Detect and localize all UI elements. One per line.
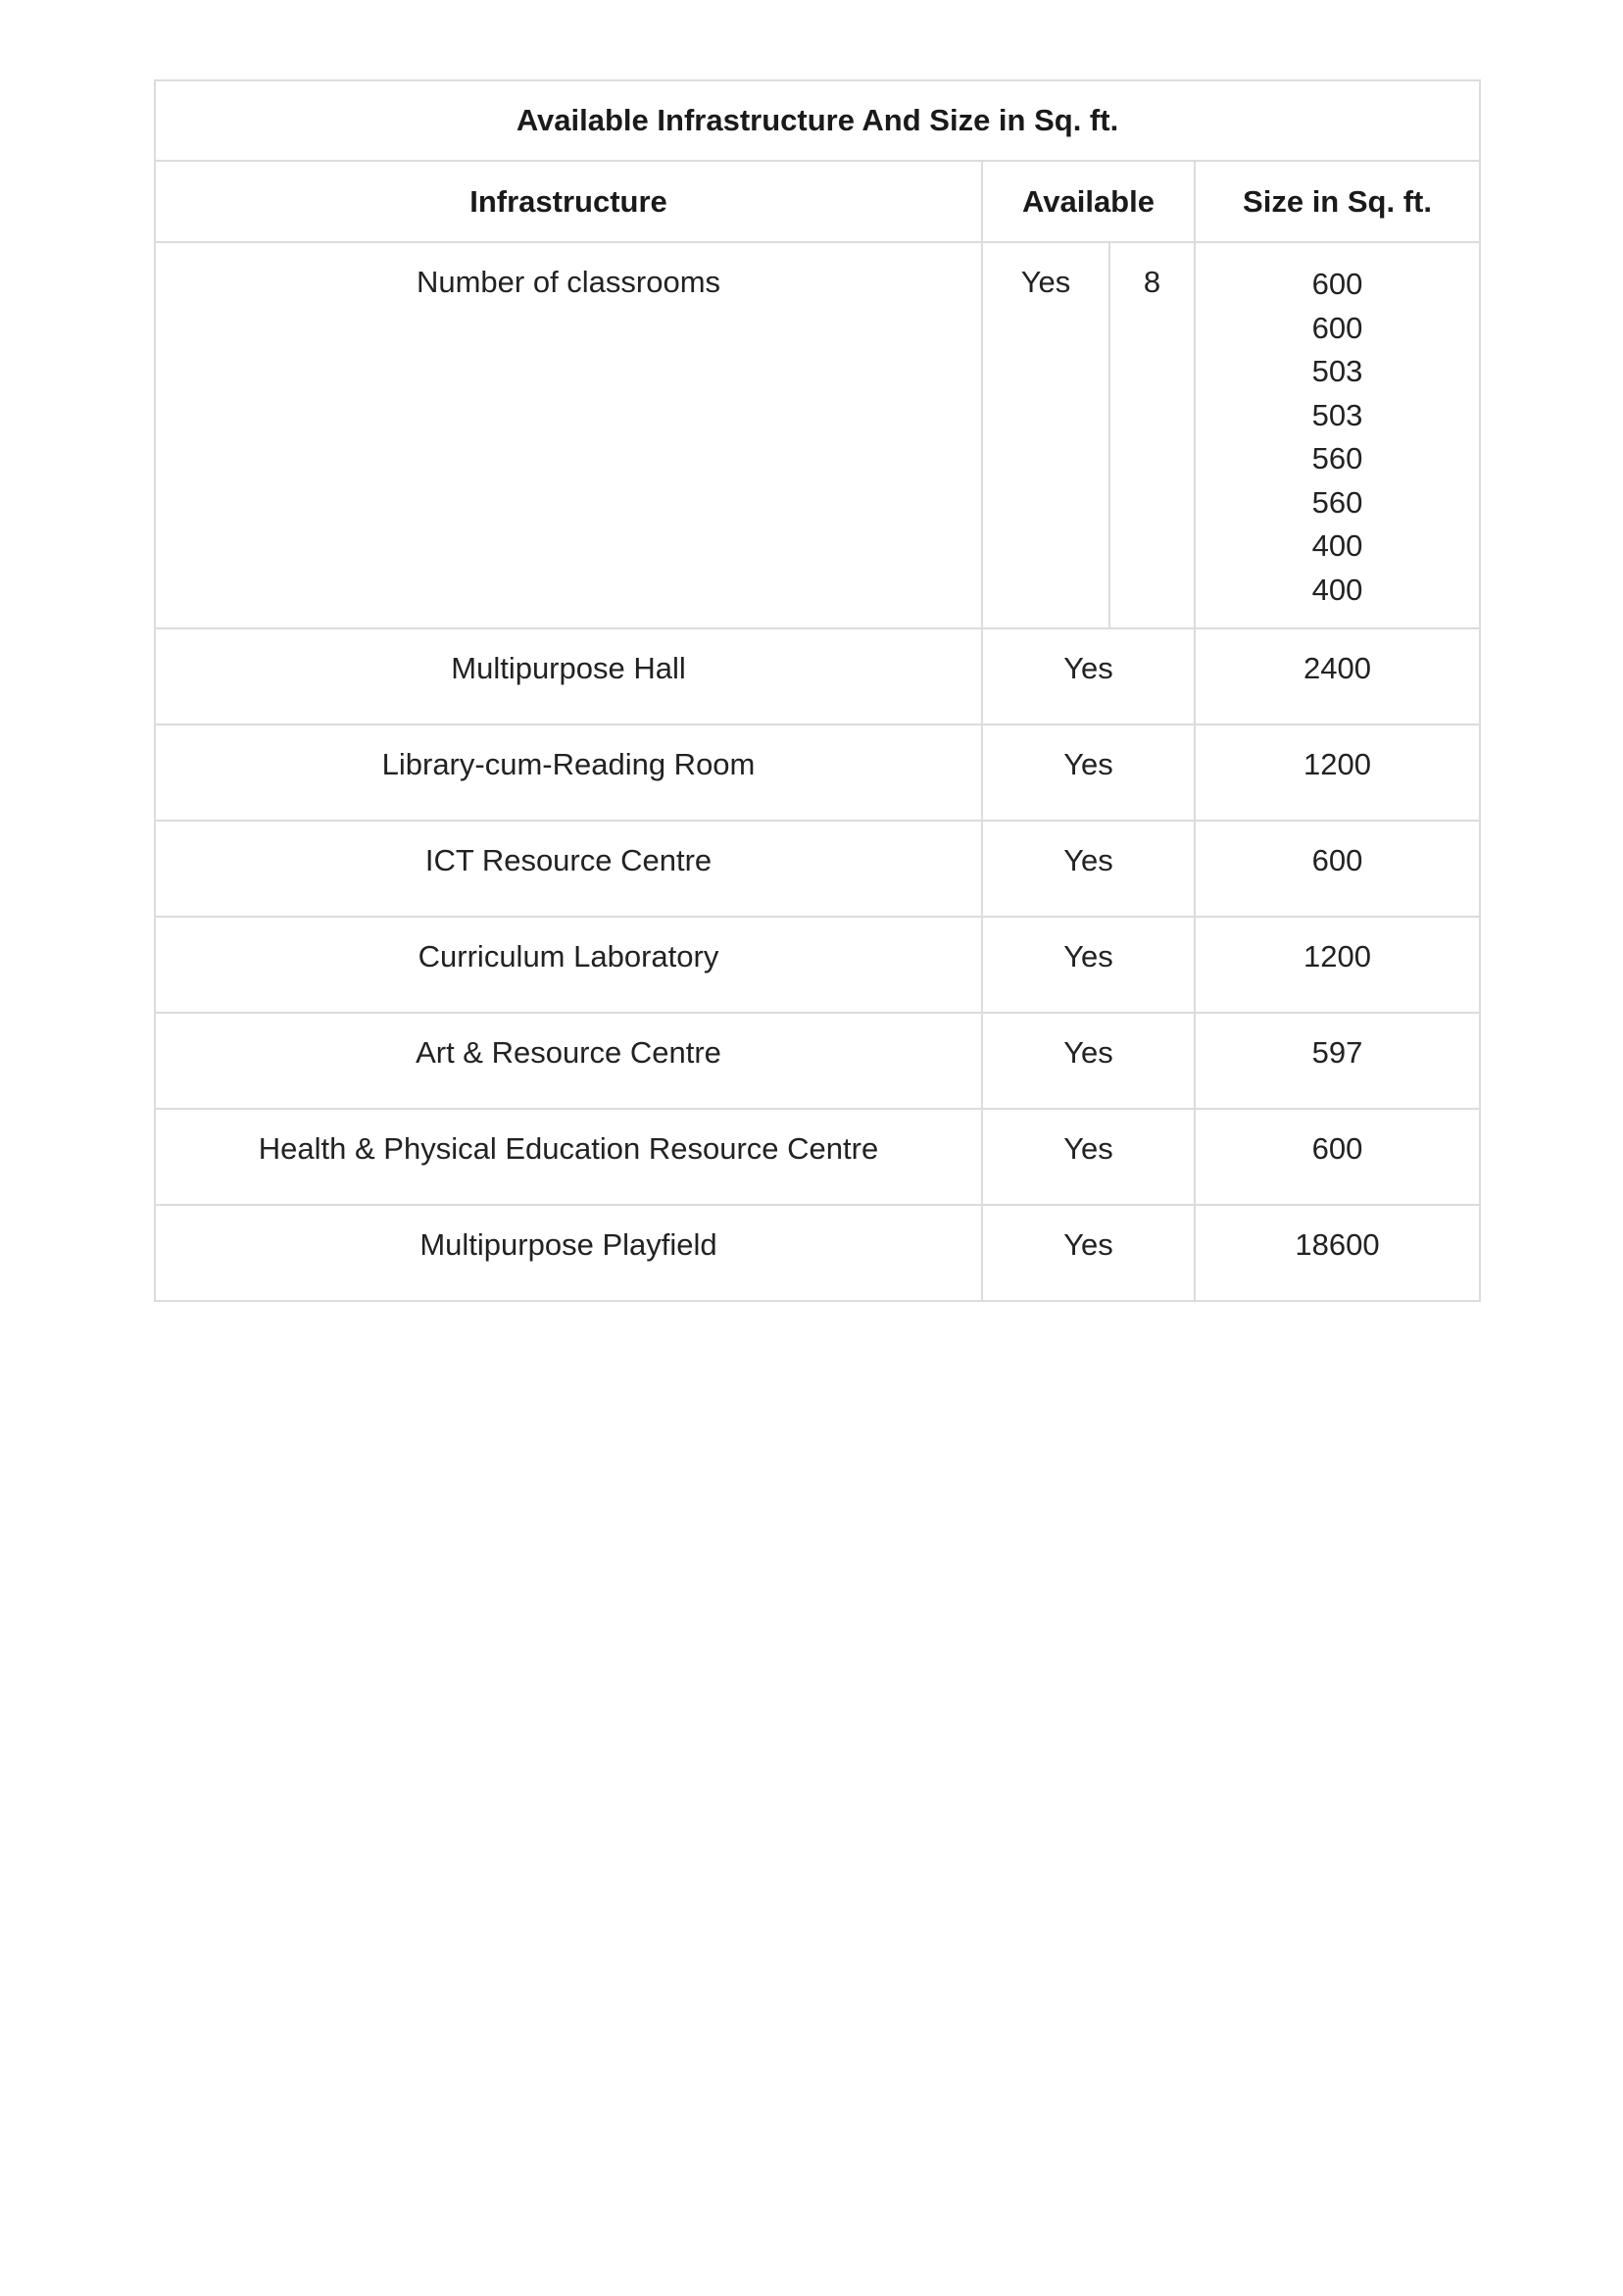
size-value: 600 bbox=[1311, 1131, 1363, 1166]
infrastructure-name-cell bbox=[155, 1205, 982, 1301]
size-value: 1200 bbox=[1303, 747, 1371, 781]
infrastructure-table bbox=[154, 79, 1481, 1302]
table-row bbox=[155, 1013, 1480, 1109]
availability-cell bbox=[982, 1205, 1195, 1301]
header-available: Available bbox=[982, 161, 1195, 242]
table-row bbox=[155, 1205, 1480, 1301]
infrastructure-name-cell bbox=[155, 821, 982, 917]
availability-value: Yes bbox=[1063, 651, 1113, 685]
header-size: Size in Sq. ft. bbox=[1195, 161, 1480, 242]
header-infrastructure: Infrastructure bbox=[155, 161, 982, 242]
classroom-size: 600 bbox=[1311, 267, 1363, 301]
classroom-size: 560 bbox=[1311, 484, 1363, 520]
infrastructure-name-cell bbox=[155, 917, 982, 1013]
size-cell bbox=[1195, 1013, 1480, 1109]
infrastructure-name: Health & Physical Education Resource Centre bbox=[258, 1131, 879, 1166]
size-cell bbox=[1195, 724, 1480, 821]
table-row-classrooms bbox=[155, 242, 1480, 628]
size-cell bbox=[1195, 628, 1480, 724]
availability-value: Yes bbox=[1063, 1131, 1113, 1166]
availability-cell bbox=[982, 821, 1195, 917]
classrooms-sizes-cell bbox=[1195, 242, 1480, 628]
availability-cell bbox=[982, 1013, 1195, 1109]
availability-cell bbox=[982, 724, 1195, 821]
classrooms-label-cell bbox=[155, 242, 982, 628]
classroom-size: 503 bbox=[1311, 397, 1363, 432]
infrastructure-name-cell bbox=[155, 724, 982, 821]
table-row bbox=[155, 1109, 1480, 1205]
table-row bbox=[155, 917, 1480, 1013]
availability-value: Yes bbox=[1063, 747, 1113, 781]
classrooms-label: Number of classrooms bbox=[416, 265, 721, 299]
table-row bbox=[155, 821, 1480, 917]
infrastructure-name-cell bbox=[155, 1013, 982, 1109]
size-value: 597 bbox=[1311, 1035, 1363, 1070]
classroom-size: 503 bbox=[1311, 354, 1363, 388]
classroom-size-list bbox=[1196, 243, 1479, 612]
infrastructure-name: ICT Resource Centre bbox=[424, 843, 713, 877]
availability-cell bbox=[982, 1109, 1195, 1205]
availability-value: Yes bbox=[1063, 1035, 1113, 1070]
availability-value: Yes bbox=[1063, 939, 1113, 973]
size-cell bbox=[1195, 1109, 1480, 1205]
infrastructure-name: Art & Resource Centre bbox=[416, 1035, 721, 1070]
size-cell bbox=[1195, 821, 1480, 917]
availability-value: Yes bbox=[1063, 843, 1113, 877]
classroom-size: 400 bbox=[1311, 528, 1363, 563]
table-row bbox=[155, 724, 1480, 821]
infrastructure-name: Library-cum-Reading Room bbox=[381, 747, 756, 781]
size-cell bbox=[1195, 917, 1480, 1013]
classrooms-count: 8 bbox=[1143, 265, 1161, 299]
size-value: 18600 bbox=[1295, 1227, 1380, 1262]
table-title: Available Infrastructure And Size in Sq. ft. bbox=[155, 80, 1480, 161]
infrastructure-name: Curriculum Laboratory bbox=[418, 939, 719, 973]
infrastructure-name-cell bbox=[155, 628, 982, 724]
size-value: 600 bbox=[1311, 843, 1363, 877]
availability-value: Yes bbox=[1063, 1227, 1113, 1262]
infrastructure-name: Multipurpose Hall bbox=[451, 651, 686, 685]
classrooms-available: Yes bbox=[1020, 265, 1071, 299]
classrooms-available-cell bbox=[982, 242, 1109, 628]
availability-cell bbox=[982, 917, 1195, 1013]
table-row bbox=[155, 628, 1480, 724]
classroom-size: 400 bbox=[1311, 572, 1363, 607]
size-value: 1200 bbox=[1303, 939, 1371, 973]
classroom-size: 600 bbox=[1311, 310, 1363, 345]
availability-cell bbox=[982, 628, 1195, 724]
infrastructure-name: Multipurpose Playfield bbox=[419, 1227, 717, 1262]
size-value: 2400 bbox=[1303, 651, 1371, 685]
size-cell bbox=[1195, 1205, 1480, 1301]
classroom-size: 560 bbox=[1311, 441, 1363, 475]
classrooms-count-cell bbox=[1109, 242, 1195, 628]
infrastructure-name-cell bbox=[155, 1109, 982, 1205]
